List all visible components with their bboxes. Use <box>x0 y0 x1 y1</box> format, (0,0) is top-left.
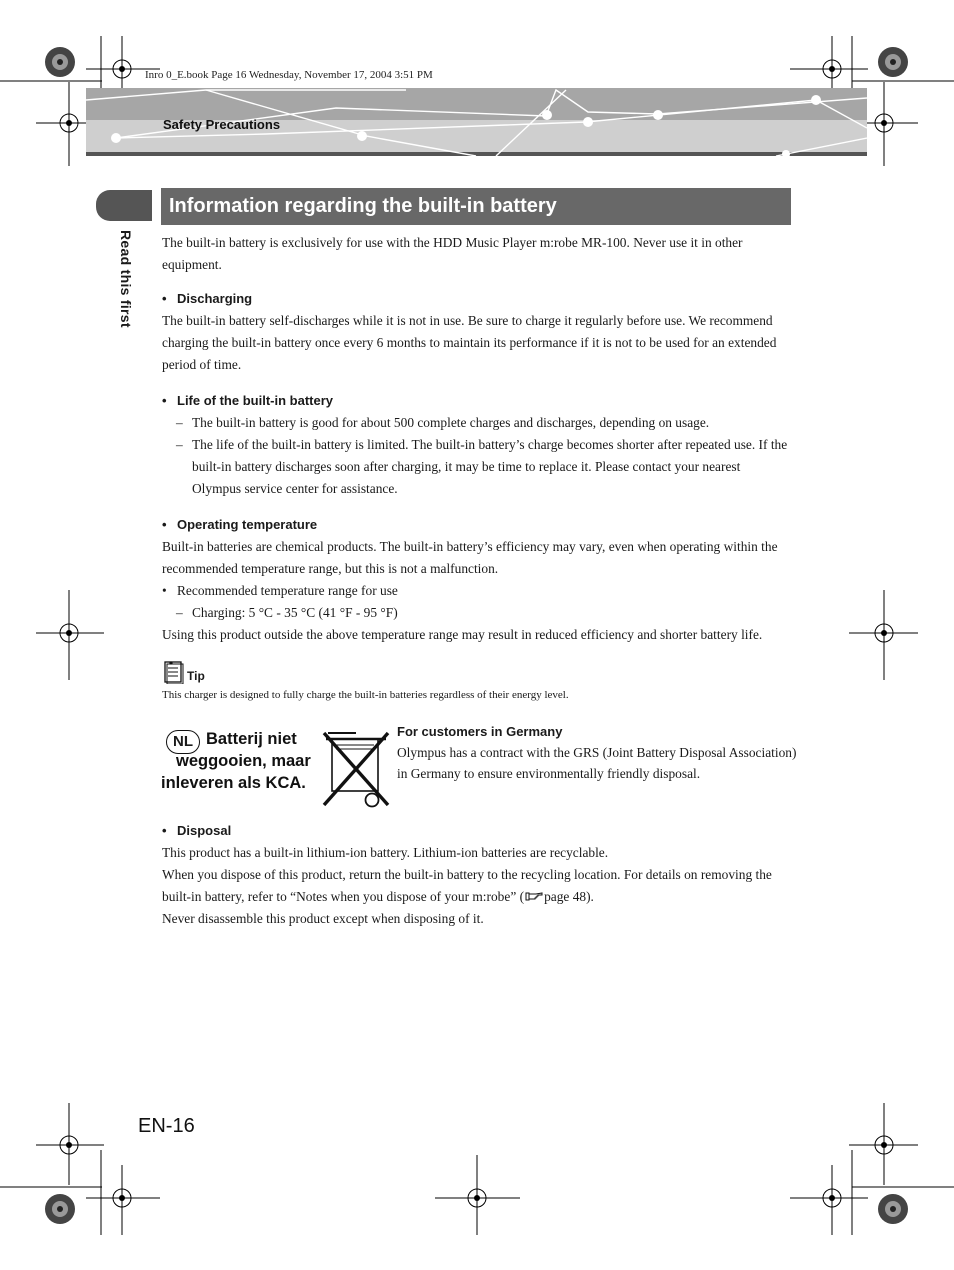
germany-heading: For customers in Germany <box>397 724 563 739</box>
disposal-heading: • Disposal <box>162 820 792 842</box>
nl-line: Batterij niet <box>206 730 297 748</box>
disposal-ref-page: page 48). <box>544 889 594 904</box>
temperature-range-label: • Recommended temperature range for use <box>162 580 792 602</box>
crossed-bin-icon <box>322 727 392 812</box>
life-item: – The built-in battery is good for about 500 complete charges and discharges, depending on usage. <box>162 412 792 434</box>
pointing-hand-icon <box>524 890 544 902</box>
life-heading: • Life of the built-in battery <box>162 390 792 412</box>
discharging-heading: • Discharging <box>162 288 792 310</box>
disposal-line: Never disassemble this product except when disposing of it. <box>162 911 484 926</box>
side-tab-label: Read this first <box>118 230 134 328</box>
memo-icon <box>163 660 185 684</box>
charging-range: – Charging: 5 °C - 35 °C (41 °F - 95 °F) <box>162 602 792 624</box>
operating-note: Using this product outside the above temperature range may result in reduced efficiency and shorter battery life. <box>162 627 763 642</box>
main-content <box>162 232 792 646</box>
tip-text: This charger is designed to fully charge the built-in batteries regardless of their energy level. <box>162 689 569 701</box>
discharging-text: The built-in battery self-discharges while it is not in use. Be sure to charge it regularly before use. We recommend charging the built-in battery once every 6 months to maintain its performance if it is not to be used for an extended period of time. <box>162 313 777 372</box>
book-meta: Inro 0_E.book Page 16 Wednesday, November 17, 2004 3:51 PM <box>145 69 433 81</box>
page-number: EN-16 <box>138 1115 195 1137</box>
section-name: Safety Precautions <box>163 117 281 132</box>
life-item: – The life of the built-in battery is limited. The built-in battery’s charge becomes shorter after repeated use. If the built-in battery discharges soon after charging, it may be time to replace it. Please contact your nearest Olympus service center for assistance. <box>162 434 792 500</box>
germany-text: Olympus has a contract with the GRS (Joint Battery Disposal Association) in Germany to ensure environmentally friendly disposal. <box>397 745 797 781</box>
disposal-section <box>162 820 792 930</box>
operating-text: Built-in batteries are chemical products. The built-in battery’s efficiency may vary, even when operating within the recommended temperature range, but this is not a malfunction. <box>162 539 778 576</box>
germany-notice <box>397 721 797 784</box>
nl-line: weggooien, maar <box>176 752 311 770</box>
side-tab <box>96 190 152 221</box>
intro-text: The built-in battery is exclusively for use with the HDD Music Player m:robe MR-100. Never use it in other equipment. <box>162 235 743 272</box>
disposal-line: This product has a built-in lithium-ion battery. Lithium-ion batteries are recyclable. <box>162 845 609 860</box>
nl-badge: NL <box>166 730 200 754</box>
disposal-ref-text: When you dispose of this product, return the built-in battery to the recycling location. For details on removing the built-in battery, refer to “Notes when you dispose of your m:robe” ( <box>162 867 772 904</box>
tip-label: Tip <box>187 669 205 683</box>
nl-disposal-notice <box>160 727 392 812</box>
nl-line: inleveren als KCA. <box>161 774 306 792</box>
disposal-line-ref <box>162 864 792 908</box>
operating-heading: • Operating temperature <box>162 514 792 536</box>
page-title: Information regarding the built-in battery <box>161 188 791 225</box>
